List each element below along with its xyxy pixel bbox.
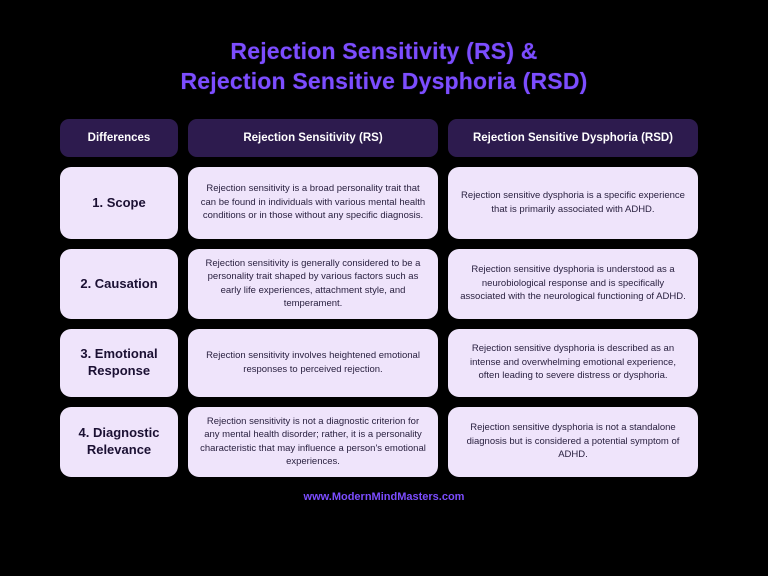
row-label: 2. Causation — [60, 249, 178, 319]
table-row — [60, 249, 708, 319]
row-label: 1. Scope — [60, 167, 178, 239]
row-rsd-text: Rejection sensitive dysphoria is a specific experience that is primarily associated with ADHD. — [448, 167, 698, 239]
row-label: 3. Emotional Response — [60, 329, 178, 397]
row-rsd-text: Rejection sensitive dysphoria is not a standalone diagnosis but is considered a potential symptom of ADHD. — [448, 407, 698, 477]
title-line-2: Rejection Sensitive Dysphoria (RSD) — [180, 68, 588, 95]
table-row — [60, 167, 708, 239]
table-header-row — [60, 119, 708, 157]
row-rs-text: Rejection sensitivity is generally considered to be a personality trait shaped by various factors such as early life experiences, attachment style, and temperament. — [188, 249, 438, 319]
table-header-rs: Rejection Sensitivity (RS) — [188, 119, 438, 157]
table-row — [60, 407, 708, 477]
table-row — [60, 329, 708, 397]
row-label: 4. Diagnostic Relevance — [60, 407, 178, 477]
table-header-differences: Differences — [60, 119, 178, 157]
row-rs-text: Rejection sensitivity is not a diagnostic criterion for any mental health disorder; rather, it is a personality characteristic that may influence a person's emotional experiences. — [188, 407, 438, 477]
comparison-table — [60, 119, 708, 477]
row-rsd-text: Rejection sensitive dysphoria is understood as a neurobiological response and is specifically associated with the neurological functioning of ADHD. — [448, 249, 698, 319]
row-rs-text: Rejection sensitivity is a broad personality trait that can be found in individuals with various mental health conditions or in those without any specific diagnosis. — [188, 167, 438, 239]
title-line-1: Rejection Sensitivity (RS) & — [230, 38, 538, 64]
table-header-rsd: Rejection Sensitive Dysphoria (RSD) — [448, 119, 698, 157]
row-rs-text: Rejection sensitivity involves heightened emotional responses to perceived rejection. — [188, 329, 438, 397]
row-rsd-text: Rejection sensitive dysphoria is described as an intense and overwhelming emotional experience, often leading to severe distress or dysphoria. — [448, 329, 698, 397]
page-title — [0, 0, 768, 97]
footer-website[interactable]: www.ModernMindMasters.com — [303, 490, 465, 503]
